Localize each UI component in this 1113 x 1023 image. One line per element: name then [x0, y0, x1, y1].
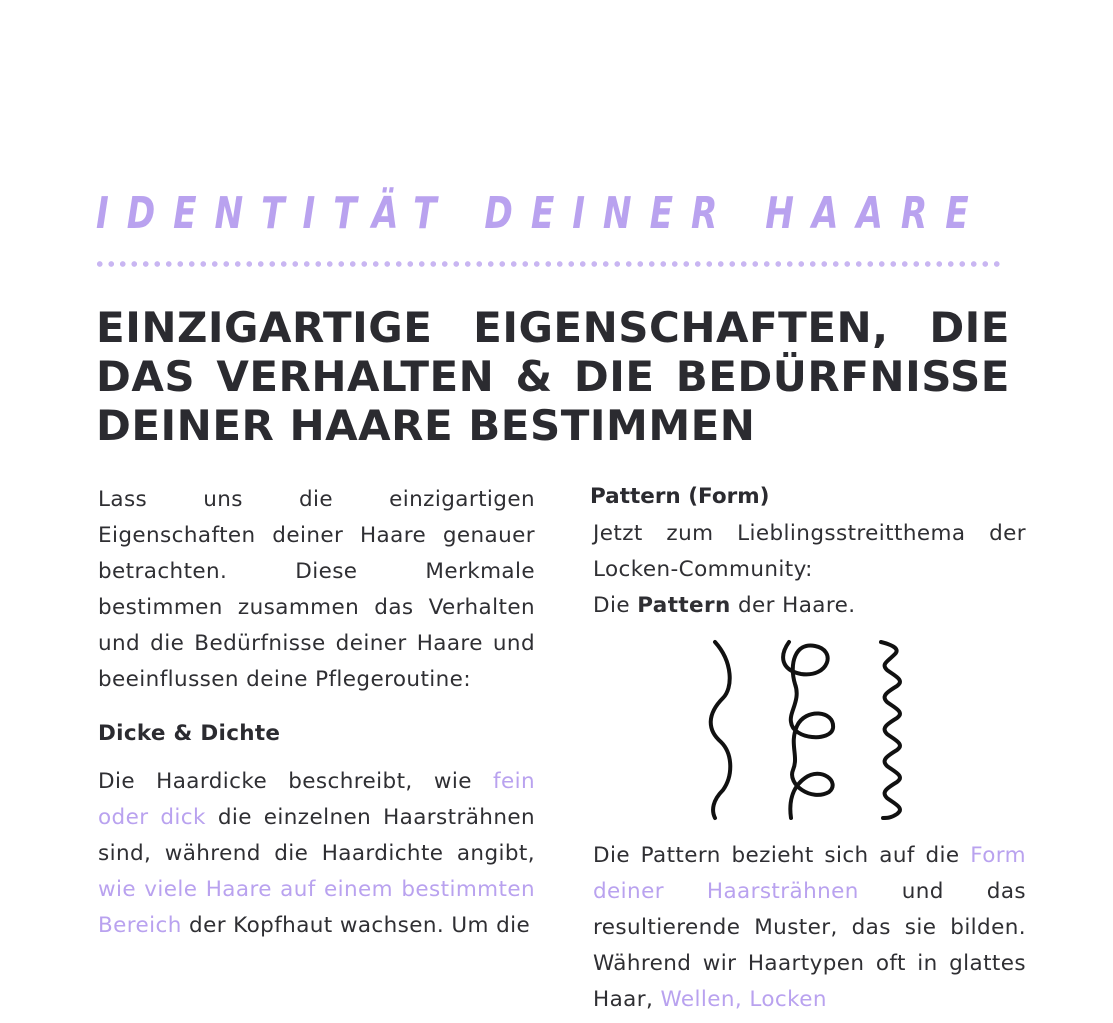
dotted-divider	[94, 259, 1004, 269]
paragraph-text: und das resultierende Muster, das sie bilden. Während wir Haartypen oft in glattes Haar,	[593, 879, 1026, 1012]
section-title-dicke-dichte: Dicke & Dichte	[98, 721, 281, 746]
highlight-text: Wellen, Locken	[660, 987, 827, 1012]
hair-pattern-illustration	[593, 636, 1026, 822]
highlight-text: fein oder dick	[98, 769, 536, 830]
bold-text: Pattern	[637, 593, 731, 618]
paragraph-text: Die Pattern bezieht sich auf die	[593, 843, 960, 868]
coily-strand-icon	[881, 642, 900, 818]
right-column	[590, 482, 1027, 1018]
highlight-text: Form deiner Haarsträhnen	[593, 843, 1027, 904]
section-kicker: IDENTITÄT DEINER HAARE	[96, 188, 987, 239]
paragraph-text: der Kopfhaut wachsen. Um die	[189, 913, 531, 938]
wavy-strand-icon	[711, 642, 731, 818]
paragraph-text: der Haare.	[737, 593, 856, 618]
paragraph-text: Die Haardicke beschreibt, wie	[98, 769, 472, 794]
paragraph-text: die einzelnen Haarsträhnen sind, während die Haardichte angibt,	[98, 805, 535, 866]
pattern-intro-line	[593, 588, 1026, 624]
highlight-text: wie viele Haare auf einem bestimmten Bereich	[98, 877, 535, 938]
curly-strand-icon	[783, 642, 833, 818]
section-title-pattern: Pattern (Form)	[590, 484, 770, 509]
paragraph-text: Die	[593, 593, 630, 618]
pattern-paragraph	[593, 838, 1026, 1018]
dicke-dichte-paragraph	[98, 764, 535, 944]
pattern-intro: Jetzt zum Lieblingsstreitthema der Locken-Community:	[593, 521, 1026, 582]
left-column	[98, 482, 535, 944]
intro-paragraph: Lass uns die einzigartigen Eigenschaften deiner Haare genauer betrachten. Diese Merkmale bestimmen zusammen das Verhalten und die Bedürfnisse deiner Haare und beeinflussen deine Pflegeroutine:	[98, 487, 535, 692]
page-headline: EINZIGARTIGE EIGENSCHAFTEN, DIE DAS VERHALTEN & DIE BEDÜRFNISSE DEINER HAARE BESTIMMEN	[96, 303, 1010, 450]
